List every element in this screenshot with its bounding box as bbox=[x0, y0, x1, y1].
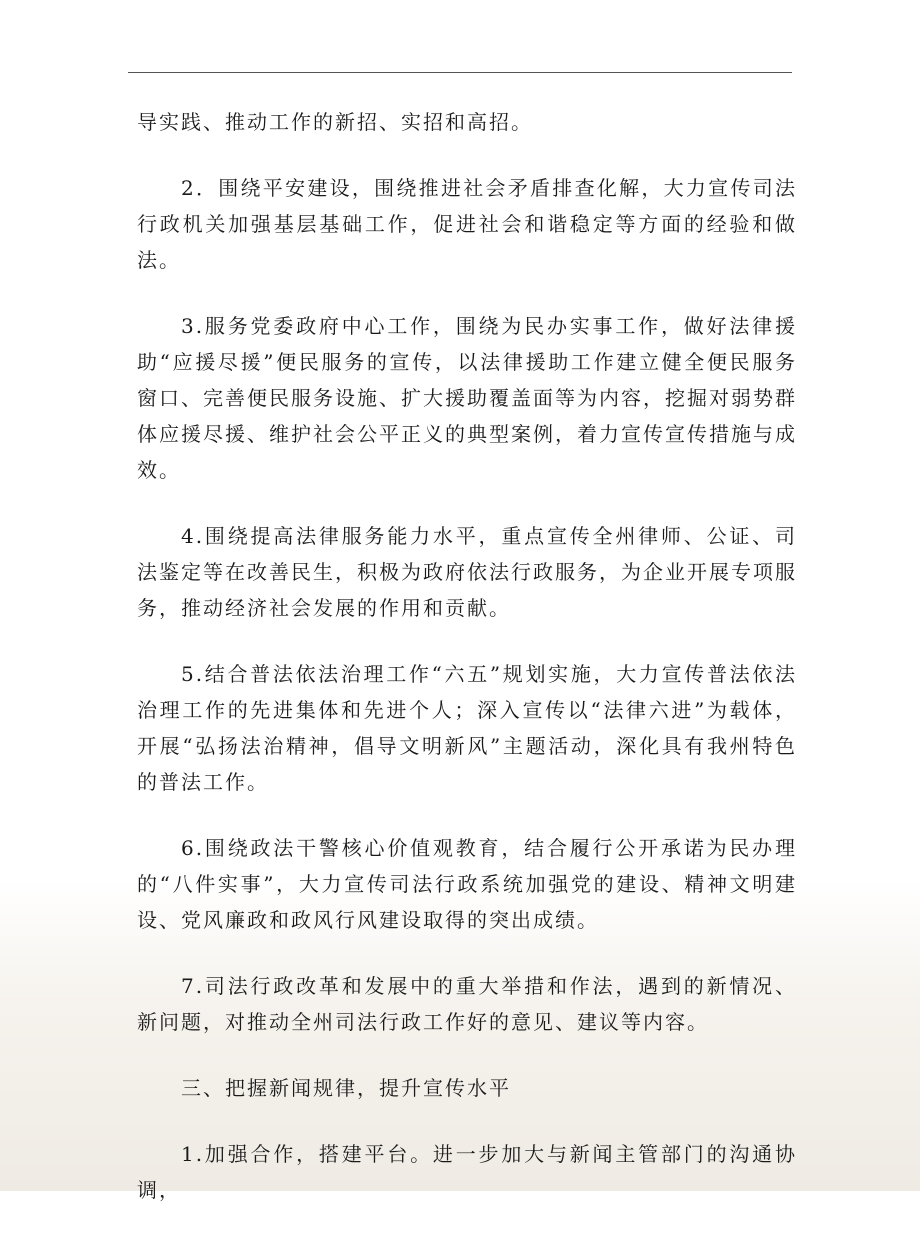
paragraph-item-2: 2．围绕平安建设，围绕推进社会矛盾排查化解，大力宣传司法行政机关加强基层基础工作，促进社会和谐稳定等方面的经验和做法。 bbox=[137, 176, 797, 272]
section-heading: 三、把握新闻规律，提升宣传水平 bbox=[181, 1076, 511, 1100]
paragraph-item-7: 7.司法行政改革和发展中的重大举措和作法，遇到的新情况、新问题，对推动全州司法行政工作好的意见、建议等内容。 bbox=[137, 974, 797, 1034]
header-rule bbox=[128, 72, 792, 73]
document-body bbox=[137, 104, 797, 1238]
paragraph-continuation: 导实践、推动工作的新招、实招和高招。 bbox=[137, 110, 533, 134]
paragraph-item-4: 4.围绕提高法律服务能力水平，重点宣传全州律师、公证、司法鉴定等在改善民生，积极为政府依法行政服务，为企业开展专项服务，推动经济社会发展的作用和贡献。 bbox=[137, 524, 797, 620]
paragraph-item-3: 3.服务党委政府中心工作，围绕为民办实事工作，做好法律援助“应援尽援”便民服务的宣传，以法律援助工作建立健全便民服务窗口、完善便民服务设施、扩大援助覆盖面等为内容，挖掘对弱势群体应援尽援、维护社会公平正义的典型案例，着力宣传宣传措施与成效。 bbox=[137, 314, 797, 482]
paragraph-section3-item-1: 1.加强合作，搭建平台。进一步加大与新闻主管部门的沟通协调， bbox=[137, 1142, 797, 1202]
paragraph-item-5: 5.结合普法依法治理工作“六五”规划实施，大力宣传普法依法治理工作的先进集体和先进个人；深入宣传以“法律六进”为载体，开展“弘扬法治精神，倡导文明新风”主题活动，深化具有我州特色的普法工作。 bbox=[137, 662, 797, 794]
paragraph-item-6: 6.围绕政法干警核心价值观教育，结合履行公开承诺为民办理的“八件实事”，大力宣传司法行政系统加强党的建设、精神文明建设、党风廉政和政风行风建设取得的突出成绩。 bbox=[137, 836, 797, 932]
